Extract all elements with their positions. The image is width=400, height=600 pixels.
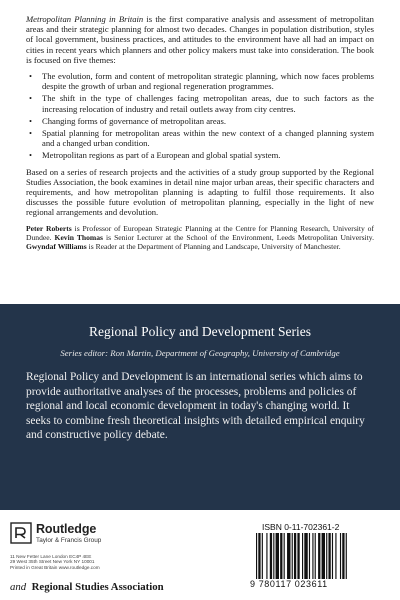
barcode-bar: [256, 533, 257, 579]
intro-paragraph: [26, 14, 374, 65]
copublisher-line: [10, 581, 164, 593]
barcode-bar: [273, 533, 274, 579]
barcode-bar: [270, 533, 272, 579]
address-line: 11 New Fetter Lane London EC4P 4EE: [10, 554, 92, 559]
list-item: • Changing forms of governance of metropolitan areas.: [42, 116, 374, 126]
publisher-address: [10, 554, 140, 570]
barcode-bar: [335, 533, 336, 579]
barcode-bar: [292, 533, 293, 579]
barcode-bar: [312, 533, 313, 579]
barcode-bar: [315, 533, 316, 579]
list-item: • The evolution, form and content of metropolitan strategic planning, which now faces problems despite the growth of urban and regional regeneration programmes.: [42, 71, 374, 91]
barcode-bar: [287, 533, 290, 579]
publisher-group: Taylor & Francis Group: [36, 537, 102, 544]
imprint-area: [0, 510, 400, 600]
barcode-bar: [276, 533, 279, 579]
address-line: 29 West 35th Street New York NY 10001: [10, 559, 95, 565]
list-item: • Metropolitan regions as part of a European and global spatial system.: [42, 150, 374, 160]
author-name: Peter Roberts: [26, 223, 72, 233]
barcode-bar: [280, 533, 282, 579]
barcode-bar: [332, 533, 333, 579]
barcode-bar: [297, 533, 299, 579]
barcode-bar: [328, 533, 330, 579]
book-title: Metropolitan Planning in Britain: [26, 14, 144, 24]
barcode-bar: [266, 533, 267, 579]
series-title: Regional Policy and Development Series: [89, 324, 311, 339]
author-desc: is Senior Lecturer at the School of the Environment, Leeds Metropolitan University.: [102, 232, 374, 242]
barcode-bar: [322, 533, 325, 579]
author-desc: is Reader at the Department of Planning and Landscape, University of Manchester.: [86, 242, 341, 252]
routledge-logo-icon: [10, 522, 32, 544]
barcode-bar: [262, 533, 263, 579]
summary-paragraph: Based on a series of research projects and the activities of a study group supported by the Regional Studies Association, the book examines in detail nine major urban areas, their specific characters and requirements, and how metropolitan planning is adapting to fulfil those requirements. It also discusses the possible future evolution of metropolitan planning, especially in the light of new regional arrangements and devolution.: [26, 166, 374, 218]
barcode-bar: [294, 533, 296, 579]
series-description: Regional Policy and Development is an international series which aims to provide authoritative analyses of the processes, problems and policies of regional and local economic development in today's changing world. It seeks to combine fresh theoretical insights with detailed empirical enquiry and constructive policy debate.: [26, 371, 365, 442]
author-desc: is Professor of European Strategic Planning at the Centre for Planning Research, University of Dundee.: [26, 223, 374, 242]
list-item: • Spatial planning for metropolitan areas within the new context of a changed planning system and a changed urban condition.: [42, 128, 374, 148]
barcode-bar: [258, 533, 260, 579]
series-editor: Series editor: Ron Martin, Department of Geography, University of Cambridge: [60, 348, 340, 358]
barcode-icon: [254, 533, 380, 579]
author-name: Gwyndaf Williams: [26, 242, 87, 252]
barcode-bar: [346, 533, 347, 579]
isbn-label: ISBN 0-11-702361-2: [262, 522, 340, 532]
and-word: and: [10, 581, 27, 593]
list-item: • The shift in the type of challenges facing metropolitan areas, due to such factors as the increasing relocation of industry and retail outlets away from city centres.: [42, 93, 374, 113]
barcode-bar: [284, 533, 285, 579]
barcode-bar: [309, 533, 310, 579]
address-line: Printed in Great Britain www.routledge.com: [10, 564, 100, 570]
author-name: Kevin Thomas: [54, 232, 103, 242]
series-band: [0, 304, 400, 510]
author-bios: [26, 224, 374, 252]
barcode-bar: [340, 533, 341, 579]
barcode-bar: [318, 533, 320, 579]
themes-list: [26, 71, 374, 161]
barcode-bar: [342, 533, 344, 579]
association-name: Regional Studies Association: [31, 581, 164, 593]
publisher-name: Routledge: [36, 522, 97, 536]
barcode-bar: [304, 533, 307, 579]
intro-text: is the first comparative analysis and assessment of metropolitan areas and their strategic planning for almost two decades. Changes in population distribution, styles of local government, business practices, and attitudes to the environment have all had an impact on cities in recent years which planners and other policy makers must take into consideration. The book is focused on five themes:: [26, 14, 374, 65]
barcode-bar: [326, 533, 327, 579]
barcode-digits: 9 780117 023611: [250, 579, 328, 589]
barcode-bar: [302, 533, 303, 579]
